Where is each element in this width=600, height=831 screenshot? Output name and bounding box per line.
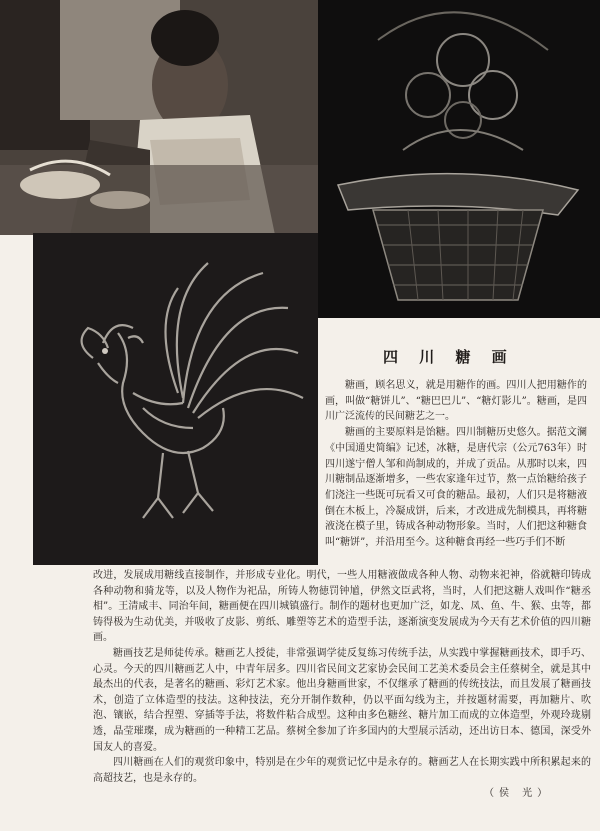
rooster-photo-image xyxy=(33,233,318,565)
article-column-text xyxy=(325,378,587,551)
rooster-photo xyxy=(33,233,318,565)
paragraph: 改进，发展成用糖线直接制作，并形成专业化。明代，一些人用糖液做成各种人物、动物来祀神，俗就糖印铸成各种动物和骑龙等，以及人物作为祀品，所铸人物徳罚钟馗，伊然文臣武将，当时，人们把这糖人戏叫作“糖丞相”。王清咸丰、同治年间，糖画便在四川城镇盛行。制作的题材也更加广泛，如龙、凤、鱼、牛、猴、虫等，都铸得极为生动优美，并吸收了皮影、剪纸、雕塑等艺术的造型手法，逐渐演变发展成为今天有艺术价值的四川糖画。 xyxy=(93,570,591,644)
paragraph: 糖画，顾名思义，就是用糖作的画。四川人把用糖作的画，叫做“糖饼儿”、“糖巴巴儿”、“糖灯影儿”。糖画，是四川广泛流传的民间糖艺之一。 xyxy=(325,380,587,423)
paragraph: 糖画的主要原料是饴糖。四川制糖历史悠久。据范文澜《中国通史简编》记述，冰糖，是唐代宗（公元763年）时四川遂宁僧人邹和尚制成的，并成了贡品。从那时以来，四川糖制品逐渐增多，一些农家逢年过节，熬一点饴糖给孩子们浇注一些既可玩看又可食的糖品。最初，人们只是将糖液倒在木板上，冷凝成饼，后来，才改进成先制模具，再将糖液浇在模子里，铸成各种动物形象。当时，人们把这种糖食叫“糖饼”，并沿用至今。这种糖食再经一些巧手们不断 xyxy=(325,427,587,549)
paragraph: 糖画技艺是师徒传承。糖画艺人授徒，非常强调学徒反复练习传统手法，从实践中掌握糖画技术，即手巧、心灵。今天的四川糖画艺人中，中青年居多。四川省民间文艺家协会民间工艺美术委员会主任蔡树全，就是其中最杰出的代表，是著名的糖画、彩灯艺术家。他出身糖画世家，不仅继承了糖画的传统技法，而且发展了糖画技术，创造了立体造型的技法。这种技法，充分开制作数种，仍以平面勾线为主，并按题材需要，再加糖片、吹泡、镶嵌，结合捏塑、穿插等手法，将数件粘合成型。这种由多色糖丝、糖片加工而成的立体造型，外观玲珑剔透，晶莹璀璨，成为糖画的一种精工艺品。蔡树全参加了许多国内的大型展示活动，还出访日本、德国，深受外国友人的喜爱。 xyxy=(93,647,591,753)
article-body-text xyxy=(93,568,591,786)
article-title: 四 川 糖 画 xyxy=(383,348,515,366)
basket-photo xyxy=(318,0,600,318)
basket-photo-image xyxy=(318,0,600,318)
author-credit: （侯 光） xyxy=(484,788,553,799)
artist-photo xyxy=(0,0,318,235)
artist-photo-image xyxy=(0,0,318,235)
paragraph: 四川糖画在人们的观赏印象中，特别是在少年的观赏记忆中是永存的。糖画艺人在长期实践中所积累起来的高超技艺，也是永存的。 xyxy=(93,757,591,784)
